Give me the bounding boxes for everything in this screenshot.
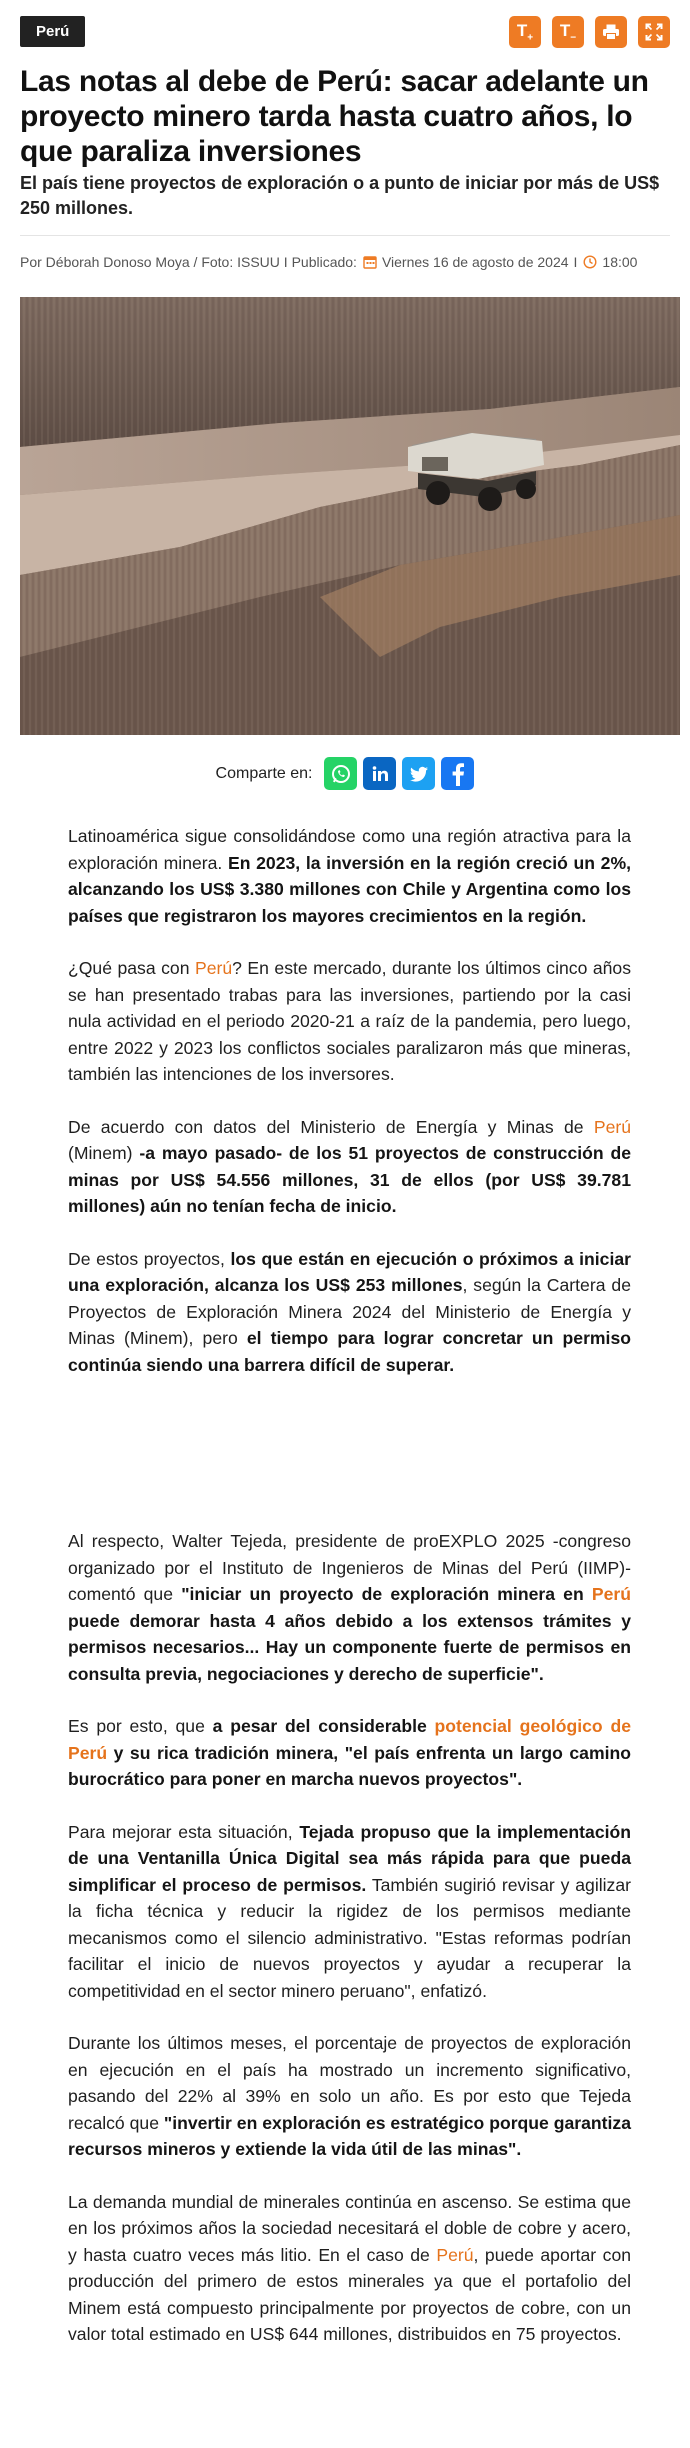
paragraph-link[interactable]: potencial geológico de Perú: [68, 1716, 631, 1763]
publish-date: Viernes 16 de agosto de 2024: [381, 254, 569, 270]
article-tools: [509, 16, 670, 48]
top-bar: [0, 0, 690, 64]
paragraph: [68, 955, 631, 1088]
expand-icon: [645, 23, 663, 41]
header-divider: [20, 235, 670, 236]
linkedin-icon: [370, 764, 390, 784]
article-body-bottom: [68, 1528, 631, 2348]
facebook-icon: [448, 762, 468, 786]
paragraph-bold-text: Tejada propuso que la implementación de una Ventanilla Única Digital sea más rápida para que pueda simplificar el proceso de permisos.: [68, 1821, 631, 1895]
paragraph-text: Al respecto, Walter Tejeda, presidente de proEXPLO 2025 -congreso organizado por el Instituto de Ingenieros de Minas del Perú (IIMP)- comentó que: [68, 1531, 631, 1604]
publish-time: 18:00: [602, 254, 638, 270]
paragraph-bold-text: puede demorar hasta 4 años debido a los extensos trámites y permisos necesarios... Hay un componente fuerte de permisos en consulta previa, negociaciones y derecho de superficie".: [68, 1610, 631, 1684]
paragraph-bold-text: a pesar del considerable: [212, 1716, 435, 1736]
paragraph-text: La demanda mundial de minerales continúa en ascenso. Se estima que en los próximos años la sociedad necesitará el doble de cobre y acero, y hasta cuatro veces más litio. En el caso de: [68, 2191, 631, 2265]
paragraph: [68, 823, 631, 929]
calendar-icon: [363, 255, 377, 269]
mine-truck-photo: [20, 297, 680, 735]
paragraph: [68, 2189, 631, 2348]
paragraph-text: De estos proyectos,: [68, 1248, 231, 1269]
paragraph-bold-text: -a mayo pasado- de los 51 proyectos de construcción de minas por US$ 54.556 millones, 31 de ellos (por US$ 39.781 millones) aún no tenían fecha de inicio.: [68, 1143, 631, 1216]
clock-icon: [583, 255, 597, 269]
article-subtitle: El país tiene proyectos de exploración o a punto de iniciar por más de US$ 250 millones.: [20, 173, 660, 218]
paragraph-link[interactable]: Perú: [436, 2244, 474, 2265]
paragraph-text: Para mejorar esta situación,: [68, 1821, 300, 1842]
paragraph: [68, 2030, 631, 2163]
paragraph: [68, 1713, 631, 1793]
decrease-font-button[interactable]: [552, 16, 584, 48]
paragraph-text: De acuerdo con datos del Ministerio de Energía y Minas de: [68, 1116, 594, 1137]
paragraph-text: (Minem): [68, 1143, 140, 1163]
decrease-font-icon: $T_-$: [559, 20, 577, 44]
paragraph-bold-text: "iniciar un proyecto de exploración minera en: [181, 1584, 592, 1604]
share-twitter-button[interactable]: [402, 757, 435, 790]
twitter-icon: [408, 763, 430, 785]
paragraph-text: ? En este mercado, durante los últimos cinco años se han presentado trabas para las inversiones, partiendo por la casi nula actividad en el periodo 2020-21 a raíz de la pandemia, pero luego, entre 2022 y 2023 los conflictos sociales paralizaron más que mineras, también las intenciones de los inversores.: [68, 958, 631, 1084]
increase-font-icon: $T_+$: [516, 20, 534, 44]
paragraph: [68, 1114, 631, 1220]
paragraph: [68, 1819, 631, 2005]
paragraph-text: Durante los últimos meses, el porcentaje de proyectos de exploración en ejecución en el país ha mostrado un incremento significativo, pasando del 22% al 39% en solo un año. Es por esto que Tejeda recalcó que: [68, 2033, 631, 2133]
share-facebook-button[interactable]: [441, 757, 474, 790]
paragraph-link[interactable]: Perú: [194, 958, 233, 978]
paragraph-text: ¿Qué pasa con: [68, 958, 195, 978]
print-button[interactable]: [595, 16, 627, 48]
whatsapp-icon: [330, 763, 352, 785]
hero-image: [20, 297, 680, 735]
byline: Por Déborah Donoso Moya / Foto: ISSUU I Publicado:: [20, 254, 357, 270]
paragraph-text: Latinoamérica sigue consolidándose como una región atractiva para la exploración minera.: [68, 826, 631, 873]
paragraph-bold-text: En 2023, la inversión en la región creció un 2%, alcanzando los US$ 3.380 millones con Chile y Argentina como los países que registraron los mayores crecimientos en la región.: [68, 852, 631, 926]
increase-font-button[interactable]: [509, 16, 541, 48]
paragraph-bold-text: el tiempo para lograr concretar un permiso continúa siendo una barrera difícil de superar.: [68, 1328, 631, 1375]
share-bar: [0, 757, 690, 790]
paragraph-text: , puede aportar con producción del primero de estos minerales ya que el portafolio del Minem está compuesto principalmente por proyectos de cobre, con un valor total estimado en US$ 644 millones, distribuidos en 75 proyectos.: [68, 2244, 632, 2344]
paragraph-text: También sugirió revisar y agilizar la ficha técnica y reducir la rigidez de los permisos mediante mecanismos como el silencio administrativo. "Estas reformas podrían facilitar el inicio de nuevos proyectos y ayudar a recuperar la competitividad en el sector minero peruano", enfatizó.: [68, 1874, 631, 2001]
article-meta: [20, 254, 680, 270]
paragraph-bold-text: "invertir en exploración es estratégico porque garantiza recursos mineros y extiende la vida útil de las minas".: [68, 2112, 631, 2159]
share-label: Comparte en:: [215, 764, 313, 782]
section-tag[interactable]: Perú: [20, 16, 85, 47]
paragraph-text: , según la Cartera de Proyectos de Exploración Minera 2024 del Ministerio de Energía y Minas (Minem), pero: [68, 1275, 631, 1348]
meta-separator: I: [573, 254, 578, 270]
paragraph-link[interactable]: Perú: [591, 1584, 631, 1604]
article-title: Las notas al debe de Perú: sacar adelante un proyecto minero tarda hasta cuatro años, lo que paraliza inversiones: [20, 65, 649, 168]
share-whatsapp-button[interactable]: [324, 757, 357, 790]
paragraph-link[interactable]: Perú: [593, 1116, 631, 1137]
paragraph-bold-text: los que están en ejecución o próximos a iniciar una exploración, alcanza los US$ 253 millones: [68, 1248, 631, 1295]
paragraph-bold-text: y su rica tradición minera, "el país enfrenta un largo camino burocrático para poner en marcha nuevos proyectos".: [68, 1742, 631, 1789]
paragraph: [68, 1246, 631, 1379]
share-linkedin-button[interactable]: [363, 757, 396, 790]
article-body-top: [68, 823, 631, 1378]
fullscreen-button[interactable]: [638, 16, 670, 48]
print-icon: [602, 23, 620, 41]
paragraph: [68, 1528, 631, 1687]
paragraph-text: Es por esto, que: [68, 1716, 213, 1736]
